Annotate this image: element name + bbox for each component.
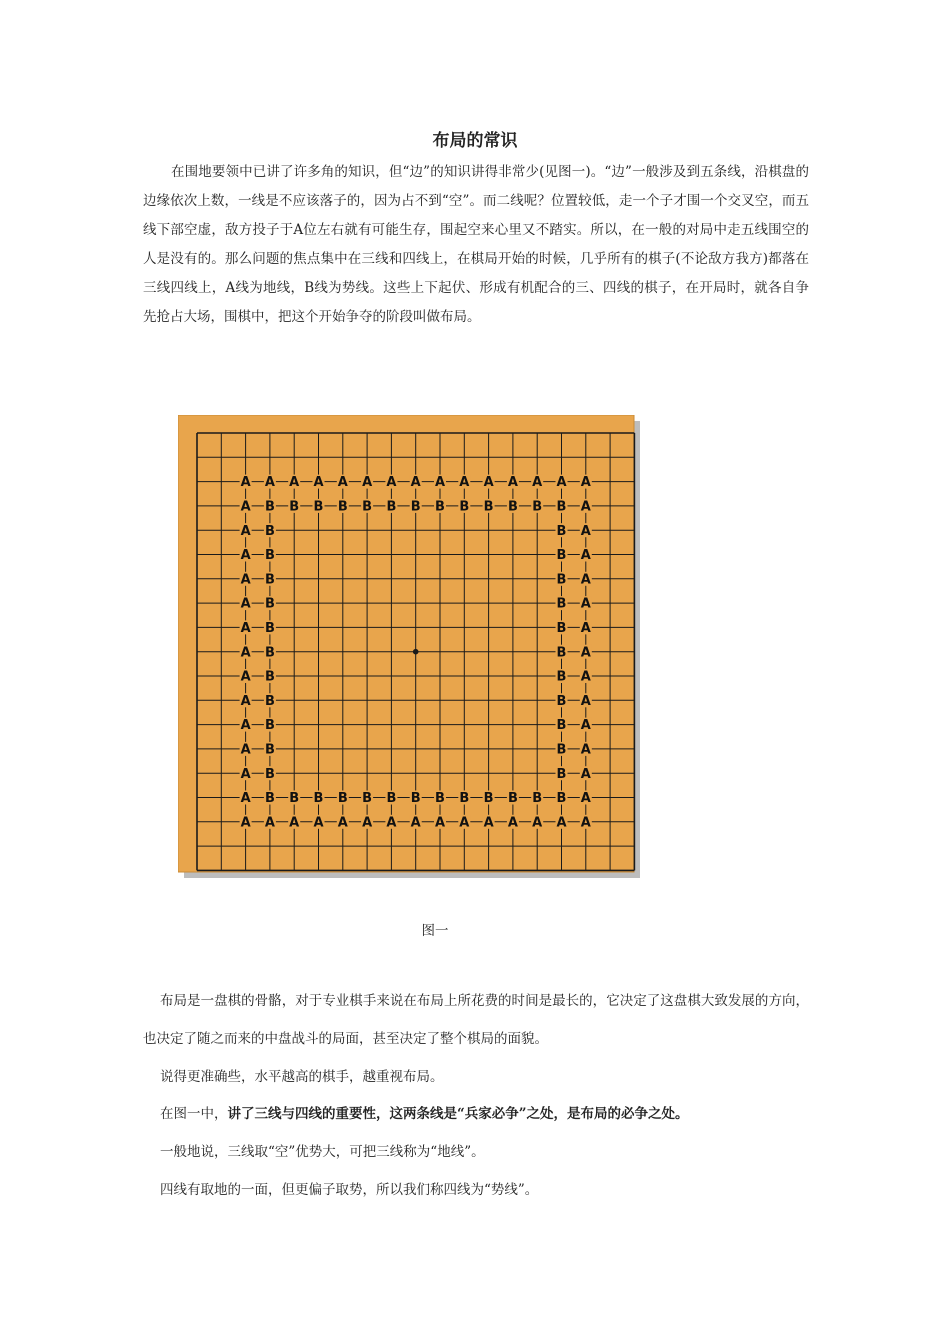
third-line-label: A	[434, 475, 446, 491]
fourth-line-label: B	[264, 766, 275, 782]
third-line-label: A	[580, 718, 591, 734]
fourth-line-label: B	[556, 548, 567, 564]
fourth-line-label: B	[410, 791, 421, 807]
third-line-label: A	[459, 815, 470, 831]
third-line-label: A	[362, 475, 373, 491]
fourth-line-label: B	[532, 499, 543, 515]
go-board-figure	[178, 415, 640, 878]
third-line-label: A	[532, 475, 543, 491]
fourth-line-label: B	[386, 499, 397, 515]
fourth-line-label: B	[556, 766, 567, 782]
third-line-label: A	[289, 475, 300, 491]
fourth-line-label: B	[556, 596, 567, 612]
fourth-line-label: B	[556, 742, 567, 758]
third-line-label: A	[313, 815, 324, 831]
third-line-label: A	[507, 815, 518, 831]
third-line-label: A	[580, 475, 591, 491]
fourth-line-label: B	[483, 499, 494, 515]
third-line-label: A	[580, 693, 591, 709]
third-line-label: A	[337, 475, 348, 491]
fourth-line-label: B	[435, 499, 445, 515]
third-line-label: A	[240, 548, 251, 564]
fourth-line-label: B	[483, 791, 494, 807]
third-line-label: A	[580, 766, 591, 782]
third-line-label: A	[240, 596, 251, 612]
paragraph-3-lead: 在图一中，	[160, 1106, 228, 1122]
third-line-label: A	[483, 475, 494, 491]
fourth-line-label: B	[386, 791, 397, 807]
third-line-label: A	[580, 669, 591, 685]
fourth-line-label: B	[264, 791, 275, 807]
third-line-label: A	[580, 621, 591, 636]
third-line-label: A	[556, 815, 567, 831]
fourth-line-label: B	[556, 621, 567, 636]
third-line-label: A	[410, 475, 421, 491]
fourth-line-label: B	[264, 572, 275, 588]
third-line-label: A	[240, 791, 251, 807]
fourth-line-label: B	[556, 718, 567, 734]
third-line-label: A	[240, 572, 251, 588]
paragraph-1: 布局是一盘棋的骨骼，对于专业棋手来说在布局上所花费的时间是最长的，它决定了这盘棋大致发展的方向，也决定了随之而来的中盘战斗的局面，甚至决定了整个棋局的面貌。	[143, 993, 809, 1047]
fourth-line-label: B	[507, 791, 518, 807]
third-line-label: A	[264, 815, 275, 831]
third-line-label: A	[240, 669, 251, 685]
fourth-line-label: B	[362, 499, 373, 515]
paragraph-5: 四线有取地的一面，但更偏子取势，所以我们称四线为“势线”。	[160, 1182, 539, 1198]
fourth-line-label: B	[556, 572, 567, 588]
third-line-label: A	[556, 475, 567, 491]
fourth-line-label: B	[556, 499, 567, 515]
fourth-line-label: B	[264, 596, 275, 612]
fourth-line-label: B	[264, 523, 275, 539]
third-line-label: A	[507, 475, 518, 491]
fourth-line-label: B	[459, 499, 470, 515]
fourth-line-label: B	[289, 791, 300, 807]
fourth-line-label: B	[507, 499, 518, 515]
fourth-line-label: B	[313, 499, 324, 515]
paragraph-4: 一般地说，三线取“空”优势大，可把三线称为“地线”。	[160, 1144, 485, 1160]
fourth-line-label: B	[556, 523, 567, 539]
third-line-label: A	[240, 766, 251, 782]
third-line-label: A	[240, 523, 251, 539]
star-point	[413, 649, 419, 655]
third-line-label: A	[580, 499, 591, 515]
go-board	[178, 415, 640, 878]
third-line-label: A	[337, 815, 348, 831]
fourth-line-label: B	[313, 791, 324, 807]
figure-caption: 图一	[421, 923, 449, 939]
third-line-label: A	[264, 475, 275, 491]
third-line-label: A	[362, 815, 373, 831]
fourth-line-label: B	[362, 791, 373, 807]
third-line-label: A	[289, 815, 300, 831]
fourth-line-label: B	[264, 621, 275, 636]
third-line-label: A	[580, 815, 591, 831]
third-line-label: A	[386, 475, 397, 491]
fourth-line-label: B	[556, 693, 567, 709]
third-line-label: A	[240, 645, 251, 661]
third-line-label: A	[410, 815, 421, 831]
fourth-line-label: B	[556, 645, 567, 661]
paragraph-2: 说得更准确些，水平越高的棋手，越重视布局。	[160, 1069, 444, 1085]
third-line-label: A	[434, 815, 446, 831]
fourth-line-label: B	[337, 499, 348, 515]
third-line-label: A	[459, 475, 470, 491]
third-line-label: A	[580, 572, 591, 588]
page-title: 布局的常识	[432, 131, 518, 151]
third-line-label: A	[240, 475, 251, 491]
third-line-label: A	[580, 523, 591, 539]
third-line-label: A	[580, 548, 591, 564]
intro-paragraph: 在围地要领中已讲了许多角的知识，但“边”的知识讲得非常少(见图一)。“边”一般涉及到五条线，沿棋盘的边缘依次上数，一线是不应该落子的，因为占不到“空”。而二线呢？位置较低，走一个子才围一个交叉空，而五线下部空虚，敌方投子于A位左右就有可能生存，围起空来心里又不踏实。所以，在一般的对局中走五线围空的人是没有的。那么问题的焦点集中在三线和四线上，在棋局开始的时候，几乎所有的棋子(不论敌方我方)都落在三线四线上，A线为地线，B线为势线。这些上下起伏、形成有机配合的三、四线的棋子，在开局时，就各自争先抢占大场，围棋中，把这个开始争夺的阶段叫做布局。	[143, 164, 809, 325]
third-line-label: A	[580, 596, 591, 612]
fourth-line-label: B	[410, 499, 421, 515]
fourth-line-label: B	[556, 669, 567, 685]
star-points	[413, 649, 419, 655]
fourth-line-label: B	[435, 791, 445, 807]
third-line-label: A	[313, 475, 324, 491]
third-line-label: A	[240, 621, 251, 636]
third-line-label: A	[240, 499, 251, 515]
fourth-line-label: B	[337, 791, 348, 807]
third-line-label: A	[532, 815, 543, 831]
fourth-line-label: B	[532, 791, 543, 807]
paragraph-3	[143, 1095, 809, 1133]
fourth-line-label: B	[289, 499, 300, 515]
fourth-line-label: B	[264, 548, 275, 564]
fourth-line-label: B	[459, 791, 470, 807]
third-line-label: A	[240, 718, 251, 734]
paragraph-3-emphasis: 讲了三线与四线的重要性，这两条线是“兵家必争”之处，是布局的必争之处。	[227, 1106, 689, 1122]
third-line-label: A	[240, 815, 251, 831]
fourth-line-label: B	[264, 645, 275, 661]
fourth-line-label: B	[264, 718, 275, 734]
fourth-line-label: B	[264, 499, 275, 515]
fourth-line-label: B	[264, 693, 275, 709]
third-line-label: A	[240, 742, 251, 758]
third-line-label: A	[580, 791, 591, 807]
third-line-label: A	[240, 693, 251, 709]
fourth-line-label: B	[264, 669, 275, 685]
third-line-label: A	[386, 815, 397, 831]
fourth-line-label: B	[264, 742, 275, 758]
third-line-label: A	[580, 742, 591, 758]
fourth-line-label: B	[556, 791, 567, 807]
third-line-label: A	[580, 645, 591, 661]
third-line-label: A	[483, 815, 494, 831]
